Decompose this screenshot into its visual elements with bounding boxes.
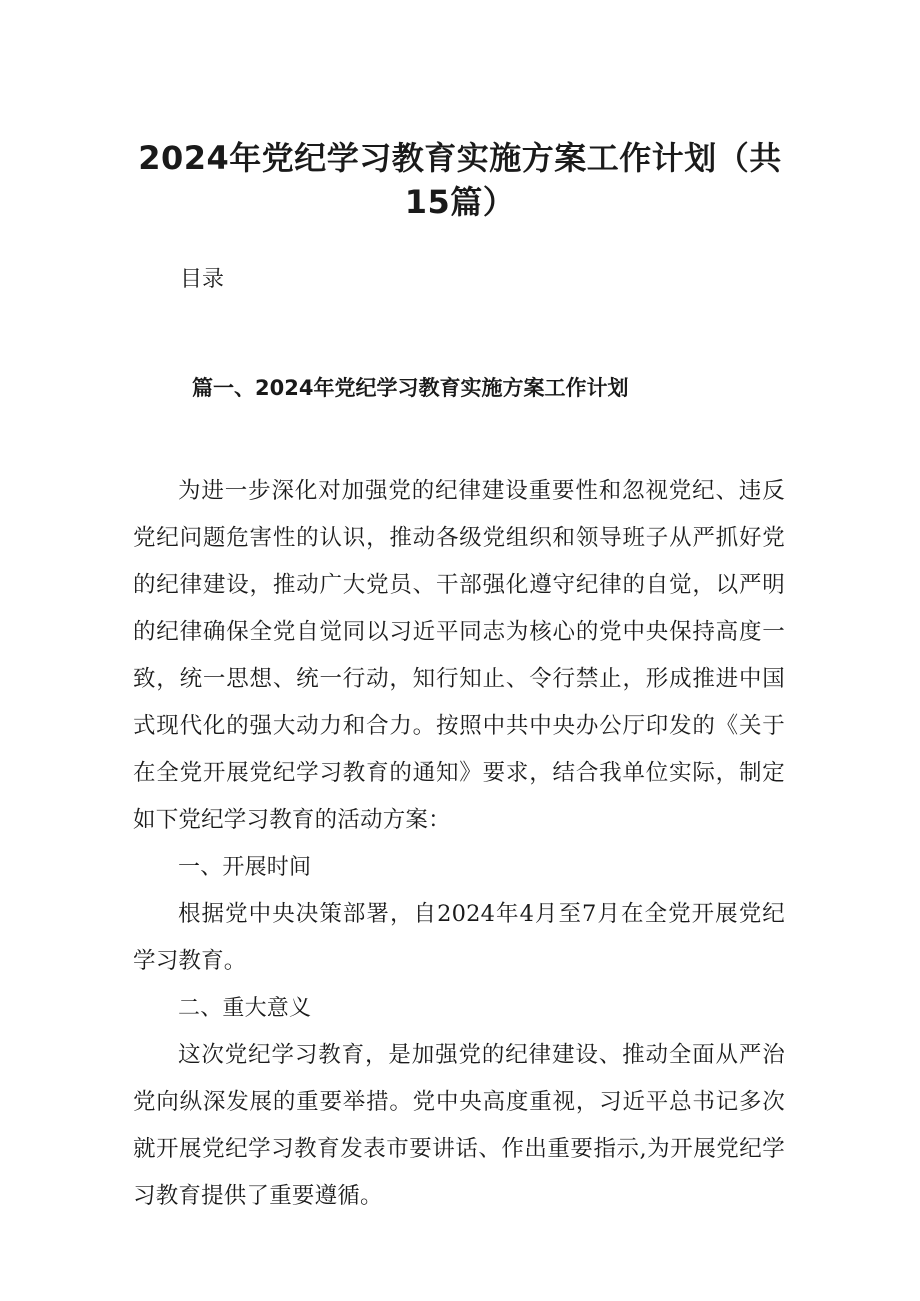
schedule-paragraph: 根据党中央决策部署，自2024年4月至7月在全党开展党纪学习教育。 bbox=[133, 901, 785, 974]
heading-significance: 二、重大意义 bbox=[178, 996, 312, 1021]
section-title: 篇一、2024年党纪学习教育实施方案工作计划 bbox=[192, 376, 629, 400]
significance-paragraph: 这次党纪学习教育，是加强党的纪律建设、推动全面从严治党向纵深发展的重要举措。党中央高度重视，习近平总书记多次就开展党纪学习教育发表市要讲话、作出重要指示,为开展党纪学习教育提供了重要遵循。 bbox=[133, 1042, 785, 1209]
document-body bbox=[133, 468, 785, 1220]
intro-paragraph: 为进一步深化对加强党的纪律建设重要性和忽视党纪、违反党纪问题危害性的认识，推动各级党组织和领导班子从严抓好党的纪律建设，推动广大党员、干部强化遵守纪律的自觉，以严明的纪律确保全党自觉同以习近平同志为核心的党中央保持高度一致，统一思想、统一行动，知行知止、令行禁止，形成推进中国式现代化的强大动力和合力。按照中共中央办公厅印发的《关于在全党开展党纪学习教育的通知》要求，结合我单位实际，制定如下党纪学习教育的活动方案： bbox=[133, 478, 785, 833]
table-of-contents-label: 目录 bbox=[180, 267, 225, 292]
document-title: 2024年党纪学习教育实施方案工作计划（共15篇） bbox=[138, 139, 782, 221]
heading-schedule: 一、开展时间 bbox=[178, 855, 312, 880]
